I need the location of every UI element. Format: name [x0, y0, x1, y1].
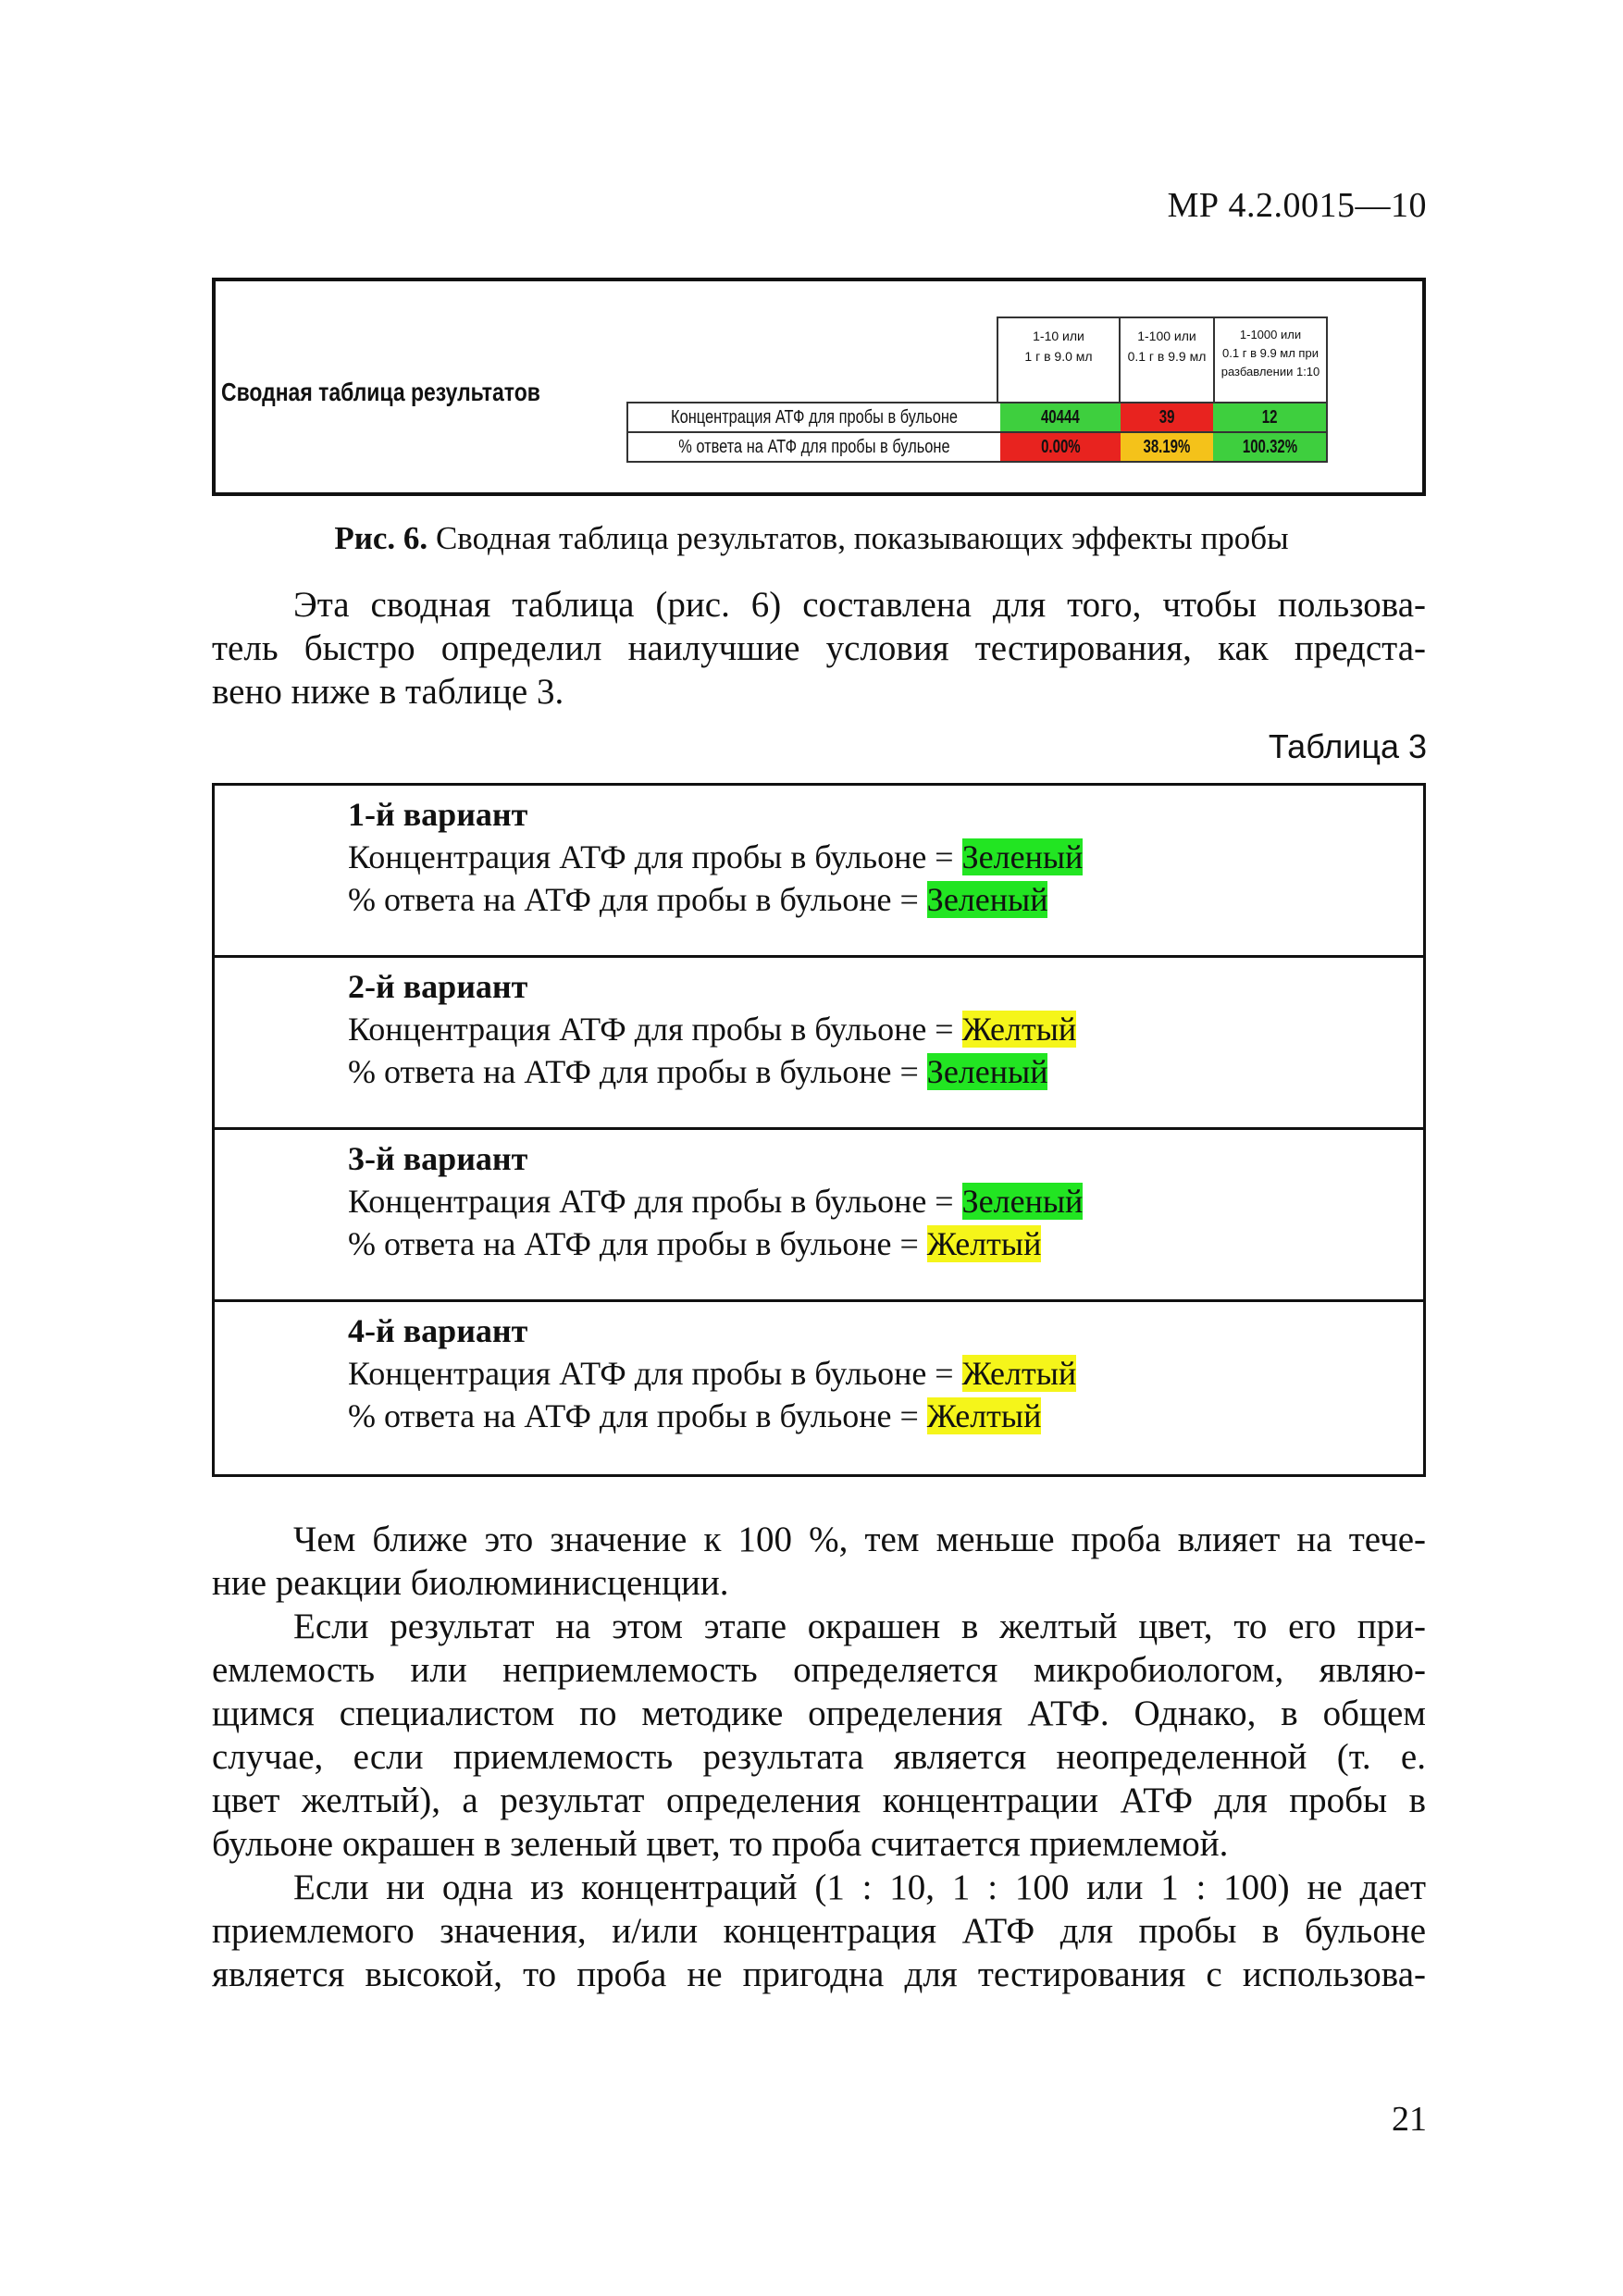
- figure-column-header-line: 1-100 или: [1137, 329, 1196, 343]
- figure-cell: 40444: [1000, 403, 1122, 431]
- body-paragraph-3: [212, 1866, 1426, 1996]
- text-line: бульоне окрашен в зеленый цвет, то проба считается приемлемой.: [212, 1824, 1229, 1864]
- text-line: ние реакции биолюминисценции.: [212, 1563, 729, 1603]
- document-code: МР 4.2.0015—10: [1167, 186, 1427, 225]
- text-line: является высокой, то проба не пригодна для тестирования с использова-: [212, 1955, 1426, 1994]
- text-line: Эта сводная таблица (рис. 6) составлена для того, чтобы пользова-: [293, 585, 1426, 625]
- text-line: Если результат на этом этапе окрашен в желтый цвет, то его при-: [293, 1607, 1426, 1646]
- figure-column-header: [1119, 316, 1215, 402]
- figure-cell: 100.32%: [1213, 433, 1326, 461]
- intro-paragraph: [212, 583, 1426, 714]
- figure-column-header-line: 1 г в 9.0 мл: [1024, 349, 1093, 364]
- text-line: Если ни одна из концентраций (1 : 10, 1 : 100 или 1 : 100) не дает: [293, 1868, 1426, 1907]
- variant-line: % ответа на АТФ для пробы в бульоне = Зеленый: [348, 1053, 1048, 1090]
- variant-title: 4-й вариант: [348, 1312, 528, 1349]
- variant-title: 1-й вариант: [348, 796, 528, 833]
- figure-caption: [0, 520, 1623, 557]
- table-row: [215, 1130, 1423, 1302]
- page-number: 21: [1392, 2100, 1427, 2139]
- text-line: Чем ближе это значение к 100 %, тем меньше проба влияет на тече-: [293, 1520, 1426, 1559]
- table-3: [212, 783, 1426, 1477]
- variant-line: Концентрация АТФ для пробы в бульоне = Желтый: [348, 1011, 1077, 1048]
- figure-title: Сводная таблица результатов: [221, 378, 540, 406]
- variant-line: Концентрация АТФ для пробы в бульоне = Зеленый: [348, 1183, 1084, 1220]
- variant-title: 3-й вариант: [348, 1140, 528, 1177]
- table-row: [215, 786, 1423, 958]
- table-label: Таблица 3: [1268, 727, 1427, 765]
- figure-column-header-line: 1-1000 или: [1239, 328, 1302, 341]
- figure-column-header-line: 1-10 или: [1033, 329, 1084, 343]
- status-highlight: Желтый: [926, 1397, 1042, 1434]
- figure-row-concentration: [626, 402, 1328, 433]
- figure-row-response: [626, 431, 1328, 463]
- status-highlight: Желтый: [926, 1225, 1042, 1262]
- figure-cell: 38.19%: [1121, 433, 1215, 461]
- figure-summary-table: [212, 278, 1426, 496]
- status-highlight: Зеленый: [961, 838, 1084, 875]
- table-row: [215, 958, 1423, 1130]
- figure-column-header-line: разбавлении 1:10: [1220, 365, 1320, 379]
- body-paragraph-1: [212, 1518, 1426, 1605]
- figure-column-header: [1213, 316, 1328, 402]
- caption-label: Рис. 6.: [334, 520, 428, 556]
- figure-cell: 39: [1121, 403, 1215, 431]
- status-highlight: Зеленый: [926, 881, 1048, 918]
- figure-row-label: % ответа на АТФ для пробы в бульоне: [628, 433, 1002, 461]
- text-line: цвет желтый), а результат определения концентрации АТФ для пробы в: [212, 1781, 1426, 1820]
- figure-column-header: [997, 316, 1121, 402]
- text-line: вено ниже в таблице 3.: [212, 672, 564, 712]
- body-paragraph-2: [212, 1605, 1426, 1866]
- status-highlight: Желтый: [961, 1011, 1077, 1048]
- text-line: случае, если приемлемость результата является неопределенной (т. е.: [212, 1737, 1426, 1777]
- status-highlight: Зеленый: [961, 1183, 1084, 1220]
- caption-text: Сводная таблица результатов, показывающих эффекты пробы: [427, 520, 1289, 556]
- text-line: тель быстро определил наилучшие условия тестирования, как предста-: [212, 628, 1426, 668]
- figure-cell: 0.00%: [1000, 433, 1122, 461]
- status-highlight: Зеленый: [926, 1053, 1048, 1090]
- variant-line: % ответа на АТФ для пробы в бульоне = Желтый: [348, 1397, 1042, 1434]
- text-line: щимся специалистом по методике определения АТФ. Однако, в общем: [212, 1694, 1426, 1733]
- variant-line: Концентрация АТФ для пробы в бульоне = Зеленый: [348, 838, 1084, 875]
- variant-title: 2-й вариант: [348, 968, 528, 1005]
- variant-line: % ответа на АТФ для пробы в бульоне = Желтый: [348, 1225, 1042, 1262]
- table-row: [215, 1302, 1423, 1474]
- variant-line: Концентрация АТФ для пробы в бульоне = Желтый: [348, 1355, 1077, 1392]
- variant-line: % ответа на АТФ для пробы в бульоне = Зеленый: [348, 881, 1048, 918]
- figure-column-header-line: 0.1 г в 9.9 мл при: [1222, 346, 1319, 360]
- text-line: емлемость или неприемлемость определяется микробиологом, являю-: [212, 1650, 1426, 1690]
- figure-row-label: Концентрация АТФ для пробы в бульоне: [628, 403, 1002, 431]
- figure-cell: 12: [1213, 403, 1326, 431]
- status-highlight: Желтый: [961, 1355, 1077, 1392]
- text-line: приемлемого значения, и/или концентрация АТФ для пробы в бульоне: [212, 1911, 1426, 1951]
- figure-column-header-line: 0.1 г в 9.9 мл: [1127, 349, 1207, 364]
